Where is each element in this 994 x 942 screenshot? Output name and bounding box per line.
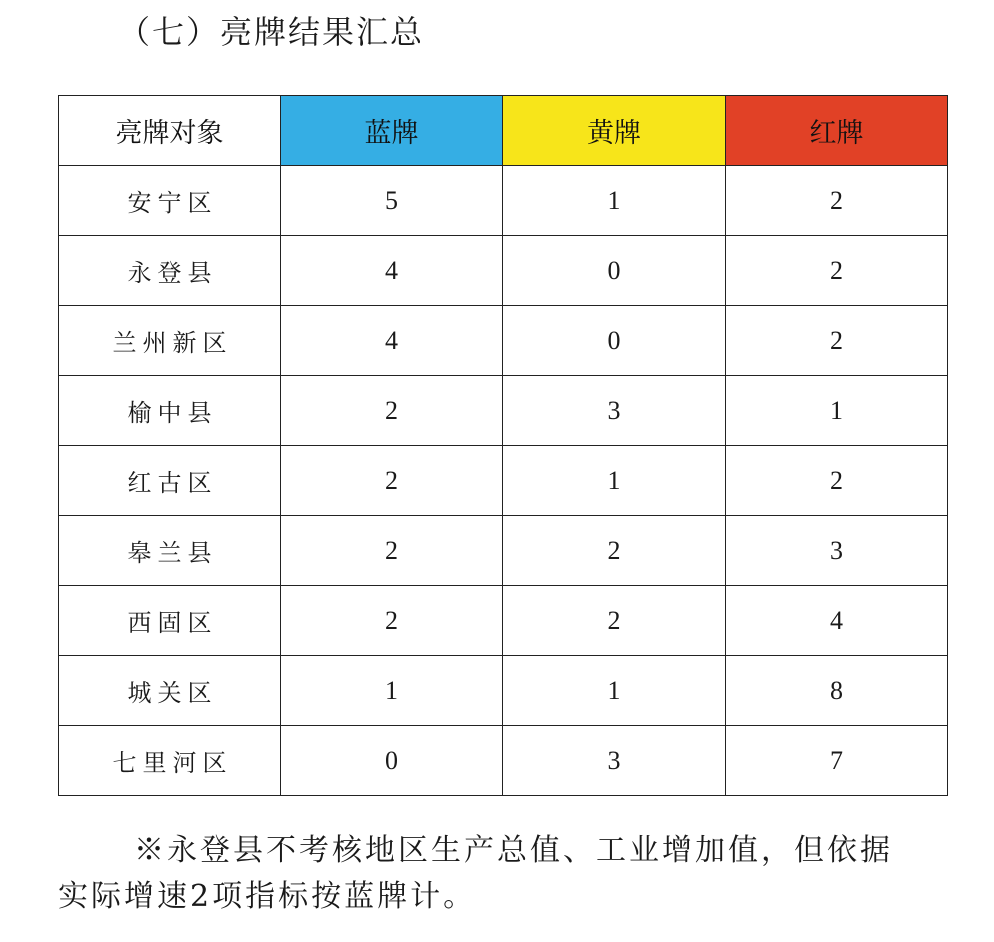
table-row (59, 236, 948, 306)
region-name: 城关区 (59, 656, 281, 726)
blue-count: 4 (281, 236, 503, 306)
region-name: 西固区 (59, 586, 281, 656)
yellow-count: 2 (503, 586, 726, 656)
yellow-count: 1 (503, 166, 726, 236)
red-count: 8 (726, 656, 948, 726)
yellow-count: 1 (503, 446, 726, 516)
table-header-row (59, 96, 948, 166)
footnote-line-1: ※永登县不考核地区生产总值、工业增加值，但依据 (134, 833, 893, 868)
blue-count: 1 (281, 656, 503, 726)
region-name: 皋兰县 (59, 516, 281, 586)
table-row (59, 376, 948, 446)
yellow-count: 0 (503, 306, 726, 376)
red-count: 3 (726, 516, 948, 586)
header-blue-card: 蓝牌 (281, 96, 503, 166)
red-count: 2 (726, 446, 948, 516)
red-count: 1 (726, 376, 948, 446)
yellow-count: 2 (503, 516, 726, 586)
section-heading: （七）亮牌结果汇总 (118, 13, 425, 51)
red-count: 4 (726, 586, 948, 656)
blue-count: 5 (281, 166, 503, 236)
header-subject: 亮牌对象 (59, 96, 281, 166)
region-name: 永登县 (59, 236, 281, 306)
blue-count: 2 (281, 446, 503, 516)
red-count: 2 (726, 236, 948, 306)
table-row (59, 516, 948, 586)
yellow-count: 3 (503, 376, 726, 446)
blue-count: 0 (281, 726, 503, 796)
blue-count: 2 (281, 586, 503, 656)
table-row (59, 586, 948, 656)
table-row (59, 306, 948, 376)
table-row (59, 166, 948, 236)
red-count: 2 (726, 306, 948, 376)
blue-count: 2 (281, 516, 503, 586)
yellow-count: 3 (503, 726, 726, 796)
table-row (59, 446, 948, 516)
blue-count: 2 (281, 376, 503, 446)
table-row (59, 726, 948, 796)
region-name: 安宁区 (59, 166, 281, 236)
header-red-card: 红牌 (726, 96, 948, 166)
region-name: 榆中县 (59, 376, 281, 446)
yellow-count: 0 (503, 236, 726, 306)
header-yellow-card: 黄牌 (503, 96, 726, 166)
red-count: 7 (726, 726, 948, 796)
footnote-line-2: 实际增速2项指标按蓝牌计。 (58, 879, 477, 914)
blue-count: 4 (281, 306, 503, 376)
region-name: 兰州新区 (59, 306, 281, 376)
footnote (58, 828, 958, 920)
region-name: 七里河区 (59, 726, 281, 796)
yellow-count: 1 (503, 656, 726, 726)
summary-table (58, 95, 948, 796)
red-count: 2 (726, 166, 948, 236)
table-row (59, 656, 948, 726)
region-name: 红古区 (59, 446, 281, 516)
